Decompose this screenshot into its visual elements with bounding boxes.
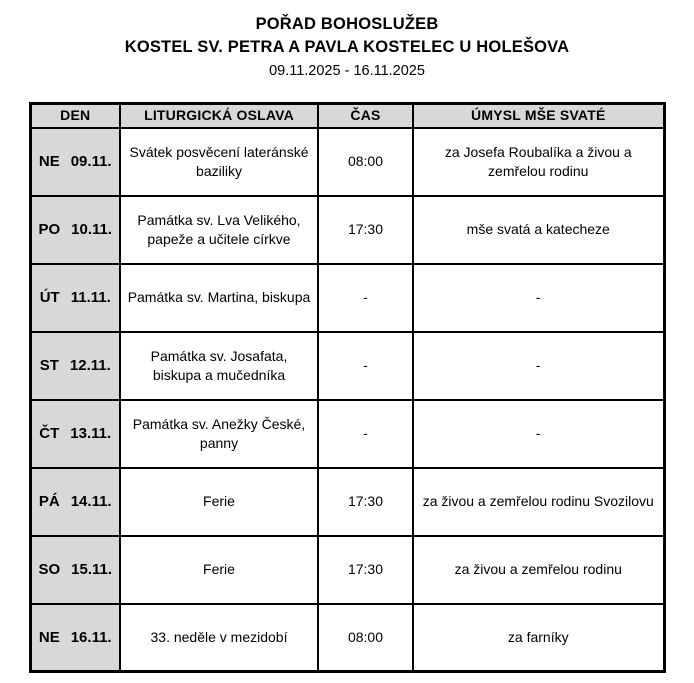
column-header-liturgicka-oslava: LITURGICKÁ OSLAVA [120,104,318,128]
day-cell [30,536,120,604]
day-abbreviation: SO [38,561,61,578]
table-body [30,128,664,672]
day-date: 14.11. [70,493,112,510]
intention-cell: za živou a zemřelou rodinu [413,536,664,604]
table-row [30,128,664,196]
day-label [38,288,114,307]
intention-cell: za Josefa Roubalíka a živou a zemřelou rodinu [413,128,664,196]
time-cell: - [318,264,413,332]
column-header-den: DEN [30,104,120,128]
heading [0,13,694,83]
table-row [30,604,664,672]
time-cell: 08:00 [318,128,413,196]
celebration-cell: 33. neděle v mezidobí [120,604,318,672]
intention-cell: mše svatá a katecheze [413,196,664,264]
day-date: 12.11. [69,357,111,374]
day-date: 09.11. [70,153,112,170]
time-cell: 17:30 [318,196,413,264]
day-date: 13.11. [70,425,112,442]
day-label [38,220,114,239]
table-row [30,332,664,400]
table-row [30,400,664,468]
column-header-cas: ČAS [318,104,413,128]
table-row [30,468,664,536]
celebration-cell: Památka sv. Josafata, biskupa a mučedníka [120,332,318,400]
time-cell: 08:00 [318,604,413,672]
day-date: 11.11. [70,289,111,306]
date-range: 09.11.2025 - 16.11.2025 [269,63,425,79]
page-title: POŘAD BOHOSLUŽEB [255,15,439,33]
table-row [30,196,664,264]
day-cell [30,400,120,468]
day-date: 10.11. [71,221,113,238]
day-label [38,492,114,511]
celebration-cell: Památka sv. Anežky České, panny [120,400,318,468]
day-cell [30,128,120,196]
time-cell: - [318,400,413,468]
celebration-cell: Památka sv. Lva Velikého, papeže a učitele církve [120,196,318,264]
day-abbreviation: NE [38,628,60,646]
day-abbreviation: NE [38,153,60,170]
day-abbreviation: ÚT [39,289,60,306]
day-label [38,560,114,579]
time-cell: 17:30 [318,536,413,604]
intention-cell: za živou a zemřelou rodinu Svozilovu [413,468,664,536]
day-cell [30,468,120,536]
day-abbreviation: ČT [39,425,60,442]
day-cell [30,196,120,264]
day-label [38,628,114,647]
celebration-cell: Ferie [120,468,318,536]
day-abbreviation: ST [39,357,59,374]
page-subtitle: KOSTEL SV. PETRA A PAVLA KOSTELEC U HOLEŠOVA [124,38,570,56]
day-abbreviation: PÁ [38,493,60,510]
day-date: 15.11. [71,561,113,578]
celebration-cell: Památka sv. Martina, biskupa [120,264,318,332]
intention-cell: - [413,264,664,332]
day-date: 16.11. [70,628,112,646]
intention-cell: - [413,400,664,468]
schedule-table [29,102,666,673]
table-row [30,264,664,332]
column-header-umysl-mse-svate: ÚMYSL MŠE SVATÉ [413,104,664,128]
intention-cell: - [413,332,664,400]
table-header-row [30,104,664,128]
time-cell: - [318,332,413,400]
celebration-cell: Ferie [120,536,318,604]
celebration-cell: Svátek posvěcení lateránské baziliky [120,128,318,196]
day-label [38,424,114,443]
day-label [38,356,114,375]
day-abbreviation: PO [38,221,61,238]
day-cell [30,604,120,672]
intention-cell: za farníky [413,604,664,672]
table-row [30,536,664,604]
day-cell [30,332,120,400]
day-cell [30,264,120,332]
day-label [38,152,114,171]
time-cell: 17:30 [318,468,413,536]
